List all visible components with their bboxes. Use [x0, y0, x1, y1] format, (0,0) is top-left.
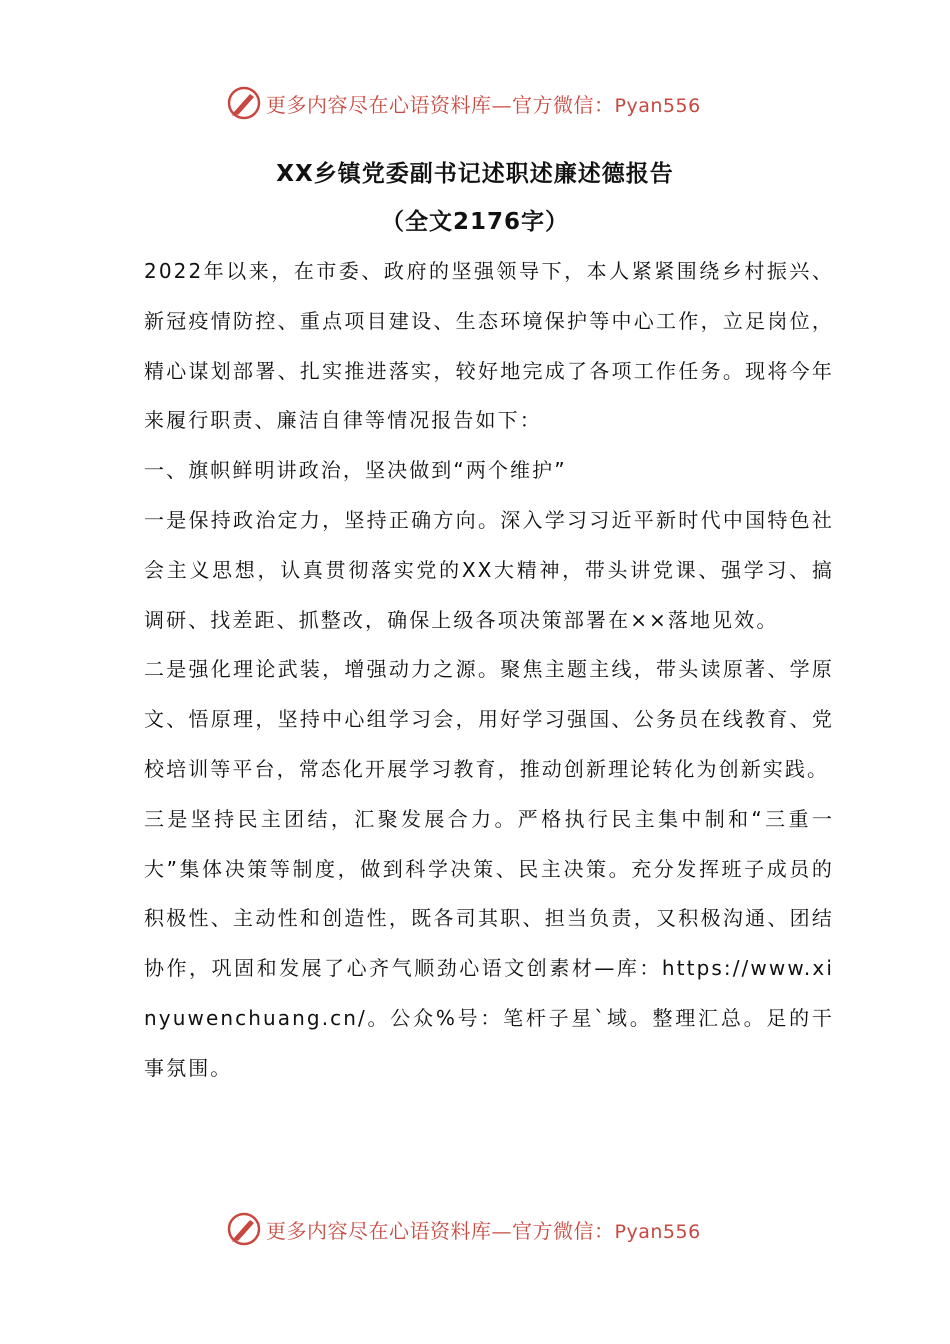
document-subtitle: （全文2176字） [380, 209, 569, 235]
document-body [144, 247, 834, 1094]
paragraph: 三是坚持民主团结，汇聚发展合力。严格执行民主集中制和“三重一大”集体决策等制度，做到科学决策、民主决策。充分发挥班子成员的积极性、主动性和创造性，既各司其职、担当负责，又积极沟通、团结协作，巩固和发展了心齐气顺劲心语文创素材—库：https://www.xinyuwenchuang.cn/。公众%号：笔杆子星`域。整理汇总。足的干事氛围。 [144, 806, 834, 1080]
paragraph: 2022年以来，在市委、政府的坚强领导下，本人紧紧围绕乡村振兴、新冠疫情防控、重点项目建设、生态环境保护等中心工作，立足岗位，精心谋划部署、扎实推进落实，较好地完成了各项工作任务。现将今年来履行职责、廉洁自律等情况报告如下： [144, 259, 834, 433]
banner-text: 更多内容尽在心语资料库—官方微信：Pyan556 [266, 1218, 701, 1243]
header-banner [226, 83, 701, 123]
banner-wechat-id: Pyan556 [614, 1220, 701, 1243]
footer-banner [226, 1209, 701, 1249]
paragraph: 二是强化理论武装，增强动力之源。聚焦主题主线，带头读原著、学原文、悟原理，坚持中心组学习会，用好学习强国、公务员在线教育、党校培训等平台，常态化开展学习教育，推动创新理论转化为创新实践。 [144, 657, 834, 781]
banner-text: 更多内容尽在心语资料库—官方微信：Pyan556 [266, 92, 701, 117]
paragraph: 一是保持政治定力，坚持正确方向。深入学习习近平新时代中国特色社会主义思想，认真贯彻落实党的XX大精神，带头讲党课、强学习、搞调研、找差距、抓整改，确保上级各项决策部署在××落地见效。 [144, 507, 834, 632]
section-heading: 一、旗帜鲜明讲政治，坚决做到“两个维护” [144, 458, 567, 483]
pen-logo-icon [226, 85, 262, 121]
pen-logo-icon [226, 1211, 262, 1247]
banner-wechat-id: Pyan556 [614, 94, 701, 117]
document-title: XX乡镇党委副书记述职述廉述德报告 [276, 161, 674, 187]
